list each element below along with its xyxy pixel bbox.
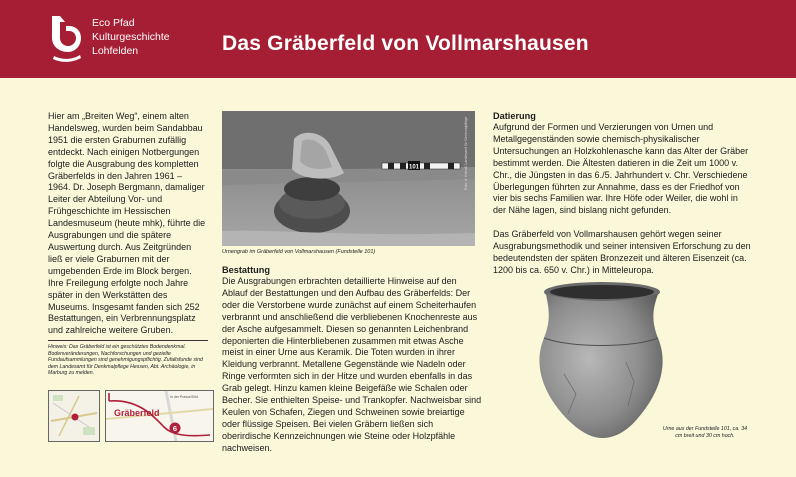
excavation-photo	[222, 111, 475, 246]
dating-text: Aufgrund der Formen und Verzierungen von Urnen und Metallgegenständen sowie chemisch-physikalischer Untersuchungen an Holzkohlenasche kann das Alter der Gräber bestimmt werden. Die Ältesten datieren in die Zeit um 1000 v. Chr., die Jüngsten in das 6./5. Jahrhundert v. Chr. Verschiedene Überlegungen führten zur Annahme, dass es der Friedhof von vier bis sechs Familien war. Ihre Höfe oder Weiler, die wohl in der Nähe lagen, sind bislang nicht gefunden.	[493, 122, 749, 216]
intro-text: Hier am „Breiten Weg“, einem alten Handelsweg, wurden beim Sandabbau 1951 die ersten Graburnen zufällig entdeckt. Nach einigen Notbergungen folgte die Ausgrabung des kompletten Gräberfelds in den Jahren 1961 – 1964. Dr. Joseph Bergmann, damaliger Leiter der Abteilung Vor- und Frühgeschichte im Hessischen Landesmuseum (heute mhk), führte die Ausgrabungen und die spätere Auswertung durch. Aus Zeitgründen ließ er viele Graburnen mit der umgebenden Erde im Block bergen. Ihre Freilegung erfolgte noch Jahre später in den Werkstätten des Museums. Insgesamt fanden sich 252 Bestattungen, ein Verbrennungsplatz und zahlreiche weitere Gruben.	[48, 111, 206, 336]
dating-column	[493, 110, 753, 277]
eco-pfad-logo	[46, 14, 86, 64]
photo-caption: Urnengrab im Gräberfeld von Vollmarshausen (Fundstelle 101)	[222, 249, 376, 255]
overview-map	[48, 390, 100, 442]
burial-heading: Bestattung	[222, 265, 270, 275]
detail-map	[105, 390, 214, 442]
map-marker-number: 6	[172, 424, 178, 433]
brand-line: Eco Pfad	[92, 17, 135, 29]
burial-text: Die Ausgrabungen erbrachten detaillierte Hinweise auf den Ablauf der Bestattungen und den Aufbau des Gräberfelds: Der oder die Verstorbene wurde zunächst auf einem Scheiterhaufen verbrannt und anschließend die verbliebenen Knochenreste aus der Asche aufgesammelt. Diesen so genannten Leichenbrand deponierten die Hinterbliebenen zusammen mit etwas Asche meist in einer Urne aus Keramik. Die Toten wurden in ihrer Kleidung verbrannt. Metallene Gegenstände wie Nadeln oder Ringe verformten sich in der Hitze und wurden ebenfalls in das Grab gelegt. Hinzu kamen kleine Beigefäße wie Schalen oder Becher. Sie enthielten Speise- und Trankopfer. Nachweisbar sind Keulen von Schafen, Ziegen und Schweinen sowie breiartige oder flüssige Speisen. Bei vielen Gräbern ließen sich oberirdische Kennzeichnungen wie Steine oder Holzpfähle nachweisen.	[222, 276, 482, 453]
burial-column	[222, 264, 484, 455]
brand-line: Lohfelden	[92, 45, 139, 57]
header-band	[0, 0, 796, 78]
intro-column	[48, 111, 206, 337]
notice-text: Hinweis: Das Gräberfeld ist ein geschütztes Bodendenkmal. Bodenveränderungen, Nachforschungen und gezielte Fundaufsammlungen sind genehmigungspflichtig. Zufallsfunde sind dem Landesamt für Denkmalpflege Hessen, Abt. Archäologie, in Marburg zu melden.	[48, 340, 208, 377]
urn-caption: Urne aus der Fundstelle 101, ca. 34 cm breit und 30 cm hoch.	[662, 426, 748, 439]
dating-heading: Datierung	[493, 111, 536, 121]
urn-photo	[530, 278, 670, 453]
map-small-label: In der Prasse/Süd	[170, 395, 199, 399]
page-title: Das Gräberfeld von Vollmarshausen	[222, 32, 589, 55]
content-panel	[0, 78, 796, 477]
brand-line: Kulturgeschichte	[92, 31, 170, 43]
brand-text	[92, 16, 170, 58]
significance-text: Das Gräberfeld von Vollmarshausen gehört wegen seiner Ausgrabungsmethodik und seiner intensiven Erforschung zu den bedeutendsten der späten Bronzezeit und älteren Eisenzeit (ca. 1200 bis ca. 650 v. Chr.) in Mitteleuropa.	[493, 229, 751, 275]
map-label: Gräberfeld	[114, 408, 160, 418]
scale-label: 101	[408, 164, 420, 171]
photo-credit: Foto: A. Kiendl, Landesamt für Denkmalpflege	[464, 116, 468, 190]
